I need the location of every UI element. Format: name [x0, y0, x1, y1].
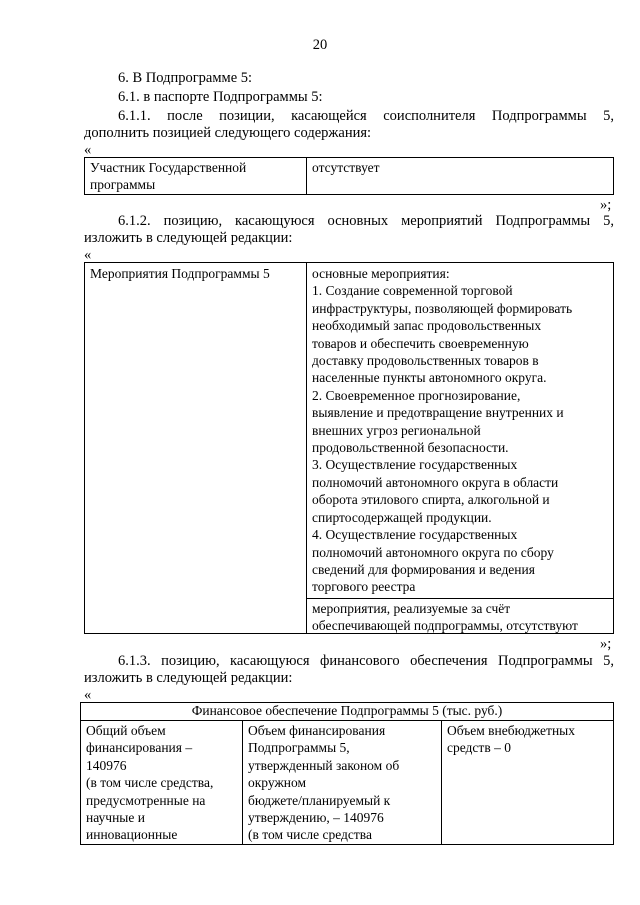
item-6-1-3-line1: 6.1.3. позицию, касающуюся финансового обеспечения Подпрограммы 5, — [118, 653, 614, 669]
participant-value: отсутствует — [312, 160, 380, 175]
measures-line: спиртосодержащей продукции. — [312, 509, 492, 525]
finance-total-line: научные и — [86, 810, 145, 826]
measures-line: 4. Осуществление государственных — [312, 527, 518, 543]
measures-line: выявление и предотвращение внутренних и — [312, 405, 564, 421]
supporting-measures-line: обеспечивающей подпрограммы, отсутствуют — [312, 618, 578, 634]
measures-line: основные мероприятия: — [312, 266, 450, 281]
finance-budget-line: Объем финансирования — [248, 723, 386, 738]
finance-extrabudget-cell — [447, 722, 575, 757]
item-6-1-2-line1: 6.1.2. позицию, касающуюся основных мероприятий Подпрограммы 5, — [118, 213, 614, 229]
measures-line: 1. Создание современной торговой — [312, 283, 513, 299]
finance-table-header-divider — [80, 720, 614, 721]
close-quote-2: »; — [600, 636, 612, 652]
measures-table-divider — [306, 262, 307, 634]
measures-line: сведений для формирования и ведения — [312, 561, 535, 577]
item-6-1-1-line1: 6.1.1. после позиции, касающейся соисполнителя Подпрограммы 5, — [118, 108, 614, 124]
finance-table-col-divider-1 — [242, 720, 243, 845]
finance-budget-line: утвержденный законом об — [248, 757, 400, 773]
finance-total-cell — [86, 722, 213, 844]
finance-budget-line: бюджете/планируемый к — [248, 792, 391, 808]
finance-table-col-divider-2 — [441, 720, 442, 845]
section-title: 6. В Подпрограмме 5: — [118, 70, 253, 86]
measures-label: Мероприятия Подпрограммы 5 — [90, 266, 270, 281]
measures-line: населенные пункты автономного округа. — [312, 370, 547, 386]
finance-total-line: Общий объем — [86, 723, 166, 738]
measures-line: торгового реестра — [312, 579, 416, 595]
item-6-1-1-line2: дополнить позицией следующего содержания: — [84, 125, 372, 141]
item-6-1-2-line2: изложить в следующей редакции: — [84, 230, 293, 246]
finance-budget-line: Подпрограммы 5, — [248, 740, 350, 756]
measures-line: необходимый запас продовольственных — [312, 318, 542, 334]
finance-extrabudget-line: средств – 0 — [447, 740, 511, 756]
measures-table-row-divider — [306, 598, 614, 599]
measures-line: продовольственной безопасности. — [312, 440, 509, 456]
measures-line: полномочий автономного округа в области — [312, 474, 559, 490]
page-number: 20 — [312, 37, 328, 53]
finance-budget-line: утверждению, – 140976 — [248, 810, 384, 826]
supporting-measures — [312, 600, 578, 635]
open-quote-1: « — [84, 142, 92, 158]
participant-label-line1: Участник Государственной — [90, 160, 247, 175]
measures-list — [312, 265, 572, 596]
participant-label-line2: программы — [90, 177, 156, 192]
measures-line: полномочий автономного округа по сбору — [312, 544, 554, 560]
open-quote-3: « — [84, 687, 92, 703]
measures-line: товаров и обеспечить своевременную — [312, 335, 529, 351]
finance-total-line: (в том числе средства, — [86, 775, 214, 791]
finance-total-line: инновационные — [86, 827, 178, 843]
finance-total-line: финансирования – — [86, 740, 193, 756]
finance-extrabudget-line: Объем внебюджетных — [447, 723, 575, 738]
finance-total-line: предусмотренные на — [86, 792, 206, 808]
finance-total-line: 140976 — [86, 757, 127, 773]
participant-table-divider — [306, 157, 307, 195]
finance-table-header: Финансовое обеспечение Подпрограммы 5 (тыс. руб.) — [191, 703, 503, 718]
measures-line: внешних угроз региональной — [312, 422, 481, 438]
finance-budget-cell — [248, 722, 399, 844]
open-quote-2: « — [84, 247, 92, 263]
finance-budget-line: (в том числе средства — [248, 827, 372, 843]
supporting-measures-line: мероприятия, реализуемые за счёт — [312, 601, 511, 616]
item-6-1-3-line2: изложить в следующей редакции: — [84, 670, 293, 686]
measures-line: оборота этилового спирта, алкогольной и — [312, 492, 550, 508]
finance-budget-line: окружном — [248, 775, 307, 791]
measures-line: доставку продовольственных товаров в — [312, 353, 539, 369]
measures-line: 3. Осуществление государственных — [312, 457, 518, 473]
close-quote-1: »; — [600, 197, 612, 213]
measures-line: 2. Своевременное прогнозирование, — [312, 387, 521, 403]
measures-line: инфраструктуры, позволяющей формировать — [312, 300, 573, 316]
item-6-1: 6.1. в паспорте Подпрограммы 5: — [118, 89, 323, 105]
